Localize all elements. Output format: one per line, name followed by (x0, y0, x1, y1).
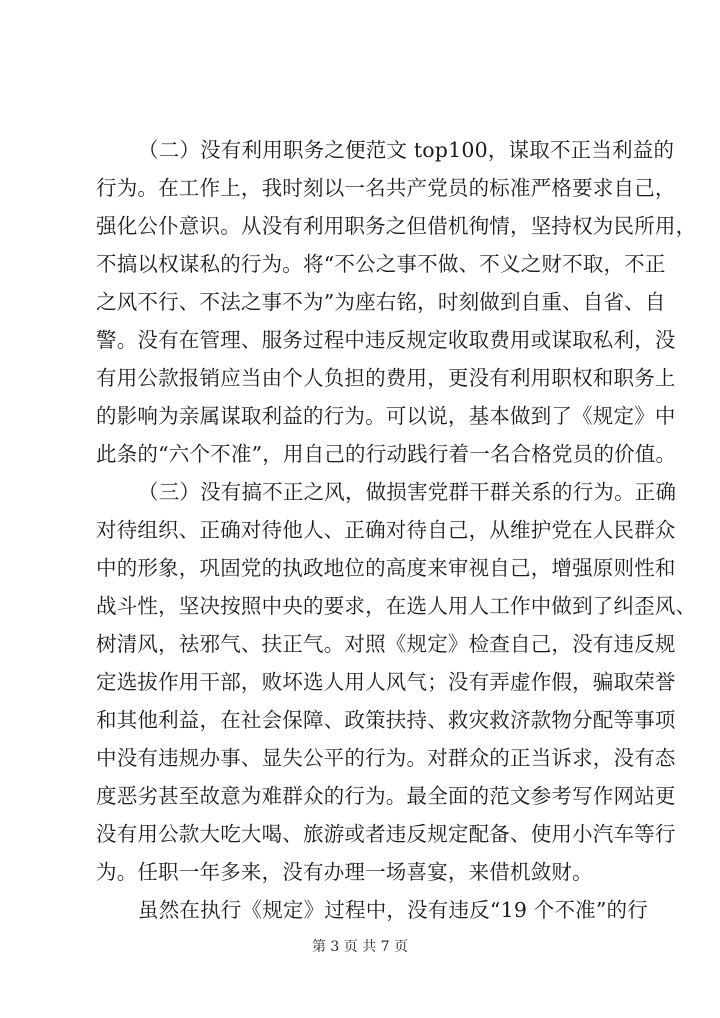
page-number-footer: 第 3 页 共 7 页 (311, 939, 409, 955)
paragraph-2-line-8: 中没有违规办事、显失公平的行为。对群众的正当诉求，没有态 (96, 746, 676, 770)
paragraph-2-line-10: 没有用公款大吃大喝、旅游或者违反规定配备、使用小汽车等行 (96, 822, 676, 846)
paragraph-1-line-9: 此条的“六个不准”，用自己的行动践行着一名合格党员的价值。 (96, 442, 677, 466)
paragraph-1-line-5: 之风不行、不法之事不为”为座右铭，时刻做到自重、自省、自 (96, 290, 666, 314)
paragraph-1-line-4: 不搞以权谋私的行为。将“不公之事不做、不义之财不取，不正 (96, 252, 666, 276)
paragraph-2-line-6: 定选拔作用干部，败坏选人用人风气；没有弄虚作假，骗取荣誉 (96, 670, 676, 694)
paragraph-2-line-4: 战斗性，坚决按照中央的要求，在选人用人工作中做到了纠歪风、 (96, 594, 697, 618)
paragraph-1-line-8: 的影响为亲属谋取利益的行为。可以说，基本做到了《规定》中 (96, 404, 676, 428)
paragraph-1-line-7: 有用公款报销应当由个人负担的费用，更没有利用职权和职务上 (96, 366, 676, 390)
paragraph-1-line-3: 强化公仆意识。从没有利用职务之但借机徇情，坚持权为民所用， (96, 214, 697, 238)
paragraph-1-line-1: （二）没有利用职务之便范文 top100，谋取不正当利益的 (138, 138, 675, 162)
paragraph-2-line-9: 度恶劣甚至故意为难群众的行为。最全面的范文参考写作网站更 (96, 784, 676, 808)
paragraph-2-line-2: 对待组织、正确对待他人、正确对待自己，从维护党在人民群众 (96, 518, 676, 542)
paragraph-2-line-3: 中的形象，巩固党的执政地位的高度来审视自己，增强原则性和 (96, 556, 676, 580)
paragraph-1-line-6: 警。没有在管理、服务过程中违反规定收取费用或谋取私利，没 (96, 328, 676, 352)
paragraph-2-line-11: 为。任职一年多来，没有办理一场喜宴，来借机敛财。 (96, 860, 593, 884)
paragraph-3-line-1: 虽然在执行《规定》过程中，没有违反“19 个不准”的行 (138, 898, 648, 922)
paragraph-1-line-2: 行为。在工作上，我时刻以一名共产党员的标准严格要求自己， (96, 176, 676, 200)
paragraph-2-line-1: （三）没有搞不正之风，做损害党群干群关系的行为。正确 (138, 480, 677, 504)
paragraph-2-line-5: 树清风，祛邪气、扶正气。对照《规定》检查自己，没有违反规 (96, 632, 676, 656)
paragraph-2-line-7: 和其他利益，在社会保障、政策扶持、救灾救济款物分配等事项 (96, 708, 676, 732)
